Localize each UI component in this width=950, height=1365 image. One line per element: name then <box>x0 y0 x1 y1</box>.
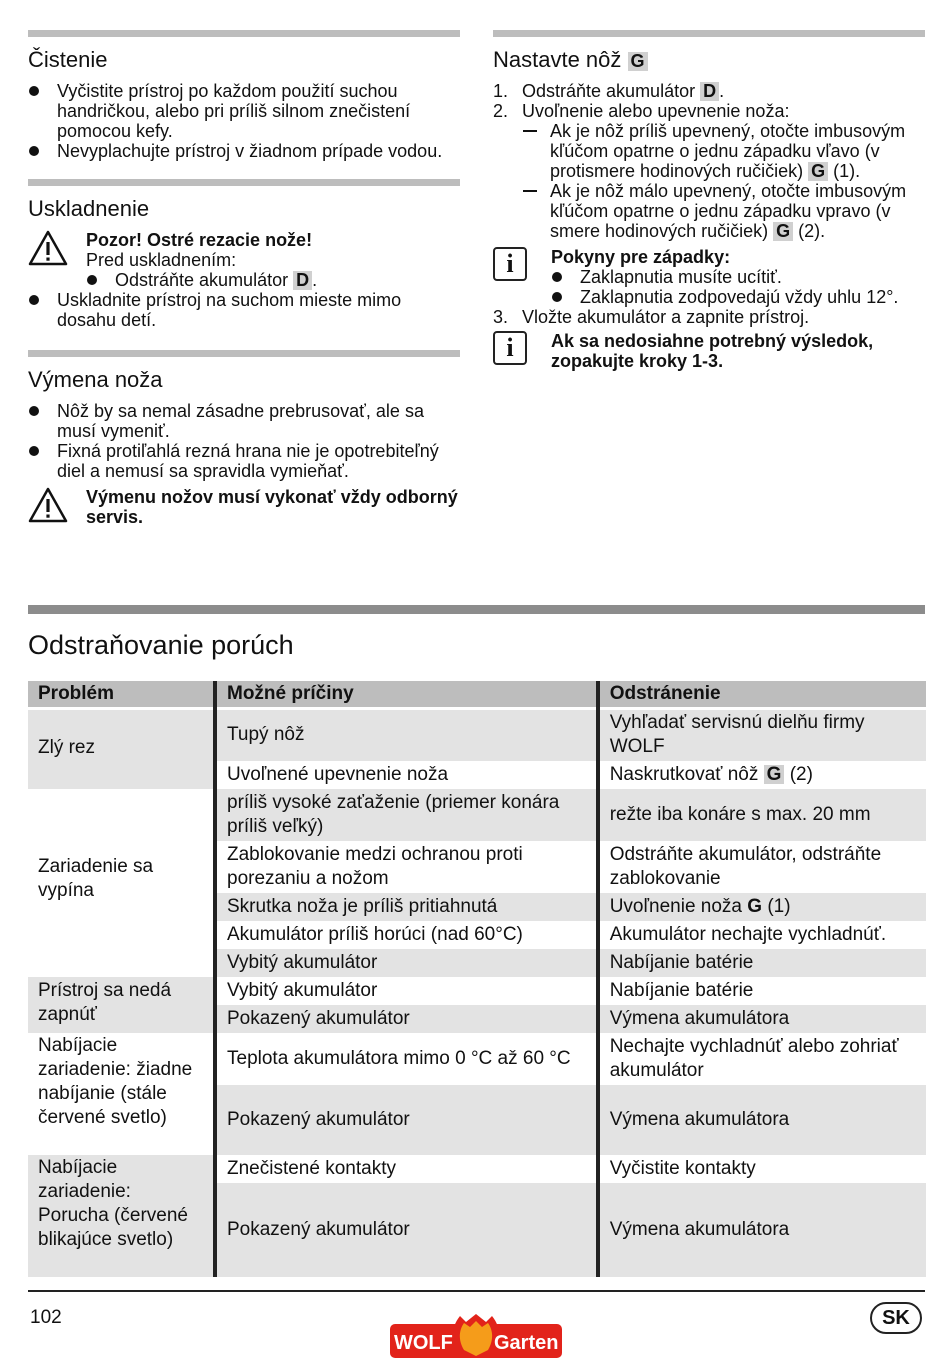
table-row <box>28 1033 926 1085</box>
adjust-blade-title-text: Nastavte nôž <box>493 47 622 72</box>
info-icon: i <box>493 247 527 281</box>
storage-warning <box>28 230 460 270</box>
dash-suffix: (1). <box>833 161 861 181</box>
dash-text: Ak je nôž príliš upevnený, otočte imbusovým kľúčom opatrne o jednu západku vľavo (v protismere hodinových ručičiek) <box>550 121 906 181</box>
storage-sub-bullet: Odstráňte akumulátor D . <box>86 270 460 290</box>
ref-label-g: G <box>747 895 763 917</box>
ref-label-d: D <box>700 82 719 101</box>
remedy-cell: Výmena akumulátora <box>598 1183 926 1277</box>
info-bullet: Zaklapnutia zodpovedajú vždy uhlu 12°. <box>551 287 925 307</box>
storage-warning-bold: Pozor! Ostré rezacie nože! <box>86 230 313 250</box>
blade-bullet: Nôž by sa nemal zásadne prebrusovať, ale sa musí vymeniť. <box>28 401 460 441</box>
cause-cell: Vybitý akumulátor <box>215 949 598 977</box>
blade-bullet: Fixná protiľahlá rezná hrana nie je opotrebiteľný diel a nemusí sa spravidla vymieňať. <box>28 441 460 481</box>
problem-cell: Zlý rez <box>28 709 215 789</box>
info-bullet: Zaklapnutia musíte ucítiť. <box>551 267 925 287</box>
dash-text: Ak je nôž málo upevnený, otočte imbusovým kľúčom opatrne o jednu západku vpravo (v smere hodinových ručičiek) <box>550 181 907 241</box>
cause-cell: Znečistené kontakty <box>215 1155 598 1183</box>
header-causes: Možné príčiny <box>215 681 598 709</box>
cleaning-bullet: Vyčistite prístroj po každom použití suchou handričkou, alebo pri príliš silnom znečistení pomocou kefy. <box>28 81 460 141</box>
step-text: Vložte akumulátor a zapnite prístroj. <box>522 307 810 327</box>
troubleshooting-title: Odstraňovanie porúch <box>28 630 294 660</box>
remedy-suffix: (1) <box>767 895 791 917</box>
blade-title: Výmena noža <box>28 367 163 392</box>
troubleshooting-section <box>28 605 925 1277</box>
adjust-blade-title <box>493 47 925 73</box>
step-3 <box>493 307 925 327</box>
header-problem: Problém <box>28 681 215 709</box>
remedy-cell: Akumulátor nechajte vychladnúť. <box>598 921 926 949</box>
remedy-text: Uvoľnenie noža <box>609 895 742 917</box>
dash-suffix: (2). <box>798 221 826 241</box>
remedy-cell <box>598 893 926 921</box>
blade-warning-bold: Výmenu nožov musí vykonať vždy odborný servis. <box>86 487 458 527</box>
cause-cell: Pokazený akumulátor <box>215 1005 598 1033</box>
logo-text-left: WOLF <box>394 1332 453 1354</box>
info-note-detents <box>493 247 925 307</box>
ref-label-g: G <box>628 52 648 71</box>
step-number: 1. <box>493 81 509 101</box>
remedy-cell: Odstráňte akumulátor, odstráňte zablokovanie <box>598 841 926 893</box>
cause-cell: Tupý nôž <box>215 709 598 761</box>
section-divider <box>28 30 460 37</box>
remedy-cell: Nechajte vychladnúť alebo zohriať akumulátor <box>598 1033 926 1085</box>
warning-icon <box>28 487 68 523</box>
info-title: Pokyny pre západky: <box>551 247 731 267</box>
step-2 <box>493 101 925 121</box>
ref-label-g: G <box>808 162 828 181</box>
right-column <box>493 30 925 371</box>
ref-label-g: G <box>773 222 793 241</box>
header-remedy: Odstránenie <box>598 681 926 709</box>
problem-cell: Nabíjacie zariadenie: žiadne nabíjanie (stále červené svetlo) <box>28 1033 215 1155</box>
dash-item <box>521 181 925 241</box>
remedy-text: Naskrutkovať nôž <box>609 763 759 785</box>
info-icon: i <box>493 331 527 365</box>
step-text: Uvoľnenie alebo upevnenie noža: <box>522 101 790 121</box>
table-row <box>28 977 926 1005</box>
section-divider <box>493 30 925 37</box>
page-number: 102 <box>30 1307 62 1328</box>
troubleshooting-table <box>28 681 926 1277</box>
cause-cell: Pokazený akumulátor <box>215 1183 598 1277</box>
section-divider <box>28 179 460 186</box>
cleaning-bullet: Nevyplachujte prístroj v žiadnom prípade vodou. <box>28 141 460 161</box>
blade-warning <box>28 487 460 527</box>
cause-cell: Pokazený akumulátor <box>215 1085 598 1155</box>
cause-cell: príliš vysoké zaťaženie (priemer konára príliš veľký) <box>215 789 598 841</box>
problem-cell: Prístroj sa nedá zapnúť <box>28 977 215 1033</box>
footer-divider <box>28 1290 925 1292</box>
warning-icon <box>28 230 68 266</box>
table-row <box>28 1155 926 1183</box>
cause-cell: Zablokovanie medzi ochranou proti porezaniu a nožom <box>215 841 598 893</box>
section-divider <box>28 605 925 614</box>
storage-warning-text: Pred uskladnením: <box>86 250 237 270</box>
table-row <box>28 709 926 761</box>
remedy-cell: Výmena akumulátora <box>598 1085 926 1155</box>
wolf-garten-logo <box>390 1310 562 1362</box>
section-divider <box>28 350 460 357</box>
language-badge: SK <box>870 1302 922 1334</box>
table-header-row <box>28 681 926 709</box>
cause-cell: Akumulátor príliš horúci (nad 60°C) <box>215 921 598 949</box>
remedy-cell: Vyhľadať servisnú dielňu firmy WOLF <box>598 709 926 761</box>
storage-title: Uskladnenie <box>28 196 150 221</box>
dash-item <box>521 121 925 181</box>
ref-label-d: D <box>293 271 312 290</box>
table-row <box>28 789 926 841</box>
step-number: 2. <box>493 101 509 121</box>
storage-bullet: Uskladnite prístroj na suchom mieste mimo dosahu detí. <box>28 290 460 330</box>
step-1: 1. Odstráňte akumulátor D . <box>493 81 725 101</box>
info-text: Ak sa nedosiahne potrebný výsledok, zopakujte kroky 1-3. <box>551 331 874 371</box>
remedy-cell: Nabíjanie batérie <box>598 977 926 1005</box>
remedy-cell: Výmena akumulátora <box>598 1005 926 1033</box>
problem-cell: Zariadenie sa vypína <box>28 789 215 977</box>
remedy-cell: režte iba konáre s max. 20 mm <box>598 789 926 841</box>
sub-bullet-text: Odstráňte akumulátor <box>115 270 289 290</box>
remedy-suffix: (2) <box>789 763 813 785</box>
problem-cell: Nabíjacie zariadenie: Porucha (červené blikajúce svetlo) <box>28 1155 215 1277</box>
step-text: Odstráňte akumulátor <box>522 81 696 101</box>
cause-cell: Skrutka noža je príliš pritiahnutá <box>215 893 598 921</box>
cause-cell: Vybitý akumulátor <box>215 977 598 1005</box>
remedy-cell: Vyčistite kontakty <box>598 1155 926 1183</box>
step-number: 3. <box>493 307 509 327</box>
remedy-cell: Nabíjanie batérie <box>598 949 926 977</box>
left-column <box>28 30 460 527</box>
cleaning-title: Čistenie <box>28 47 108 72</box>
cause-cell: Teplota akumulátora mimo 0 °C až 60 °C <box>215 1033 598 1085</box>
remedy-cell <box>598 761 926 789</box>
ref-label-g: G <box>764 765 785 784</box>
cause-cell: Uvoľnené upevnenie noža <box>215 761 598 789</box>
info-note-repeat <box>493 331 925 371</box>
logo-text-right: Garten <box>494 1332 559 1354</box>
